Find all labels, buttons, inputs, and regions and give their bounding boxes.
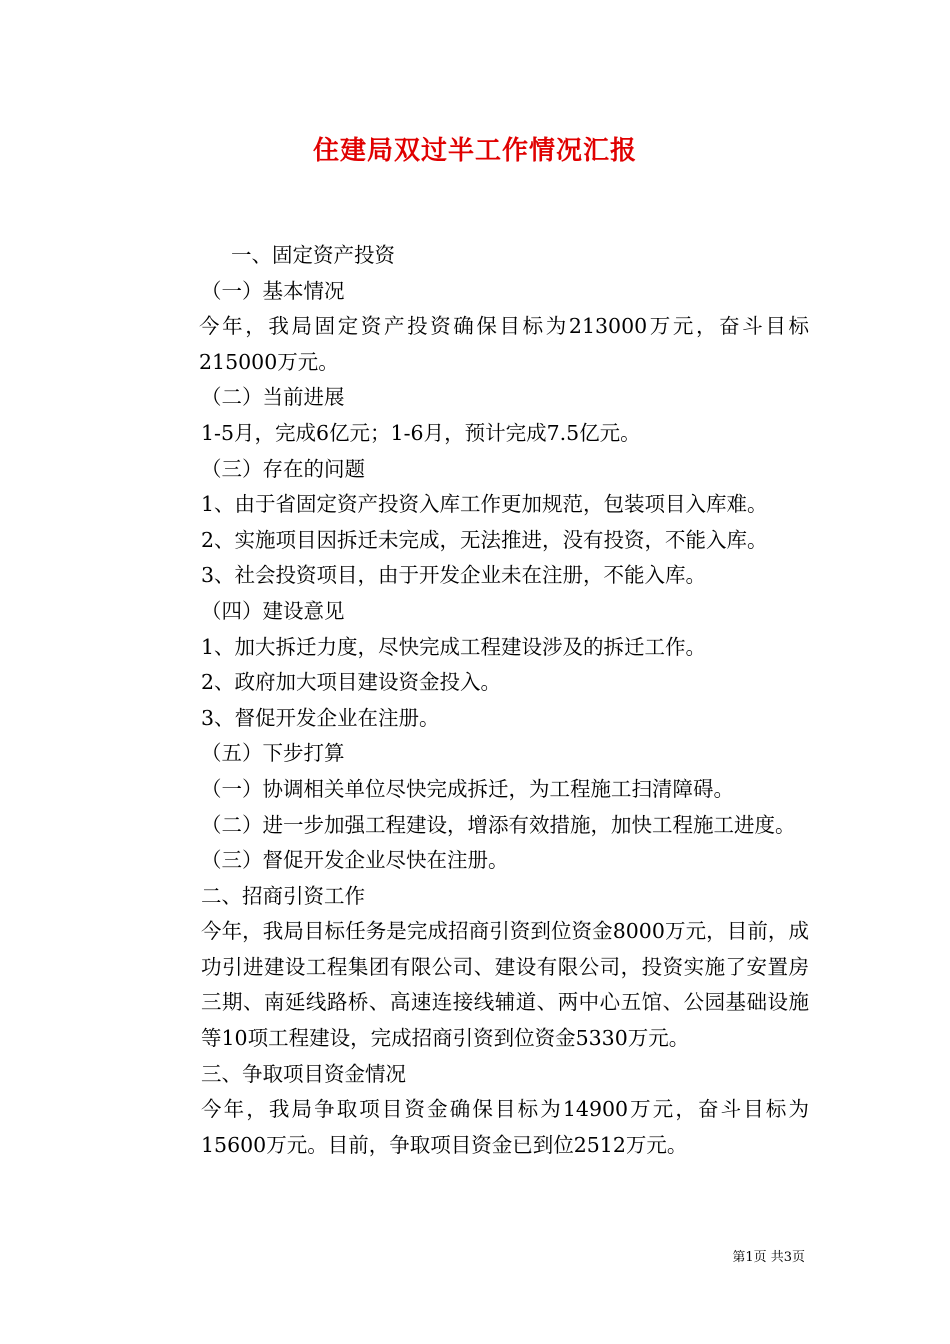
subsection-heading: （一）基本情况 — [201, 278, 345, 303]
section-heading: 三、争取项目资金情况 — [201, 1061, 406, 1086]
subsection-heading: （四）建设意见 — [201, 598, 345, 623]
list-item: 3、督促开发企业在注册。 — [201, 705, 440, 730]
document-body — [143, 238, 809, 1163]
list-item: （二）进一步加强工程建设，增添有效措施，加快工程施工进度。 — [201, 812, 796, 837]
section-heading: 二、招商引资工作 — [201, 883, 365, 908]
paragraph: 1-5月，完成6亿元；1-6月，预计完成7.5亿元。 — [201, 420, 641, 445]
paragraph: 今年，我局目标任务是完成招商引资到位资金8000万元，目前，成功引进建设工程集团有限公司、建设有限公司，投资实施了安置房三期、南延线路桥、高速连接线辅道、两中心五馆、公园基础设施等10项工程建设，完成招商引资到位资金5330万元。 — [201, 919, 809, 1051]
subsection-heading: （二）当前进展 — [201, 385, 345, 410]
list-item: 2、实施项目因拆迁未完成，无法推进，没有投资，不能入库。 — [201, 527, 768, 552]
section-heading: 一、固定资产投资 — [231, 243, 395, 267]
page-number: 第1页 共3页 — [732, 1250, 805, 1265]
list-item: （三）督促开发企业尽快在注册。 — [201, 848, 509, 873]
paragraph: 今年，我局固定资产投资确保目标为213000万元，奋斗目标215000万元。 — [199, 314, 809, 374]
list-item: 3、社会投资项目，由于开发企业未在注册，不能入库。 — [201, 563, 707, 588]
list-item: 1、加大拆迁力度，尽快完成工程建设涉及的拆迁工作。 — [201, 634, 707, 659]
list-item: 1、由于省固定资产投资入库工作更加规范，包装项目入库难。 — [201, 492, 768, 517]
subsection-heading: （三）存在的问题 — [201, 456, 365, 481]
list-item: （一）协调相关单位尽快完成拆迁，为工程施工扫清障碍。 — [201, 776, 734, 801]
paragraph: 今年，我局争取项目资金确保目标为14900万元，奋斗目标为15600万元。目前，争取项目资金已到位2512万元。 — [201, 1097, 809, 1157]
document-title: 住建局双过半工作情况汇报 — [312, 136, 637, 166]
subsection-heading: （五）下步打算 — [201, 741, 345, 766]
list-item: 2、政府加大项目建设资金投入。 — [201, 670, 502, 695]
